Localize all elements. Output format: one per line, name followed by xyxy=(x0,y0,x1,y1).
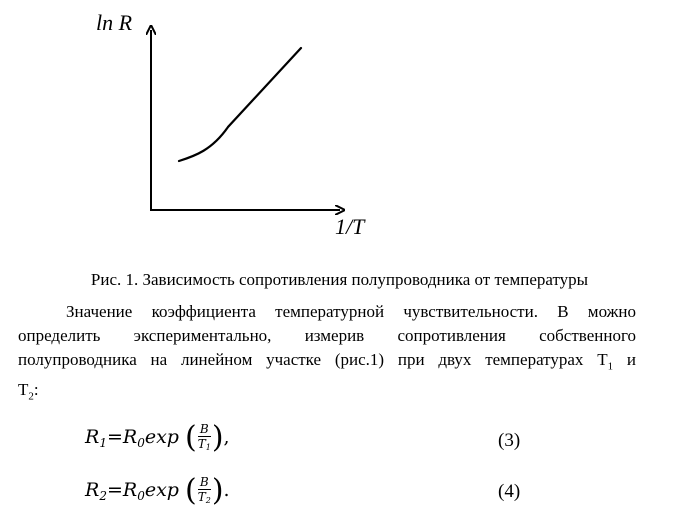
figure-caption: Рис. 1. Зависимость сопротивления полупроводника от температуры xyxy=(90,270,589,289)
paragraph-line: полупроводника на линейном участке (рис.1) при двух температурах $T_1$ и xyxy=(18,350,636,373)
equation-4-number: (4) xyxy=(498,481,521,502)
x-axis-label: 1/T xyxy=(335,214,365,239)
graph xyxy=(0,0,679,250)
equation-4: $R_2=R_0\exp$ ( $\frac{B}{T_2}$ ). xyxy=(85,473,230,508)
body-paragraph xyxy=(18,300,636,409)
paragraph-line: Значение коэффициента температурной чувствительности. В можно xyxy=(66,302,636,321)
fraction: $\frac{B}{T_2}$ xyxy=(197,474,211,505)
equation-3-number: (3) xyxy=(498,430,521,451)
paragraph-line: определить экспериментально, измерив сопротивления собственного xyxy=(18,326,636,345)
curve xyxy=(179,48,301,161)
paragraph-line: $T_2$: xyxy=(18,380,39,403)
figure-ln-r-vs-inverse-t xyxy=(0,0,679,250)
fraction: $\frac{B}{T_1}$ xyxy=(197,421,211,452)
equation-3: $R_1=R_0\exp$ ( $\frac{B}{T_1}$ ), xyxy=(85,420,230,455)
y-axis-label: ln R xyxy=(96,10,133,35)
